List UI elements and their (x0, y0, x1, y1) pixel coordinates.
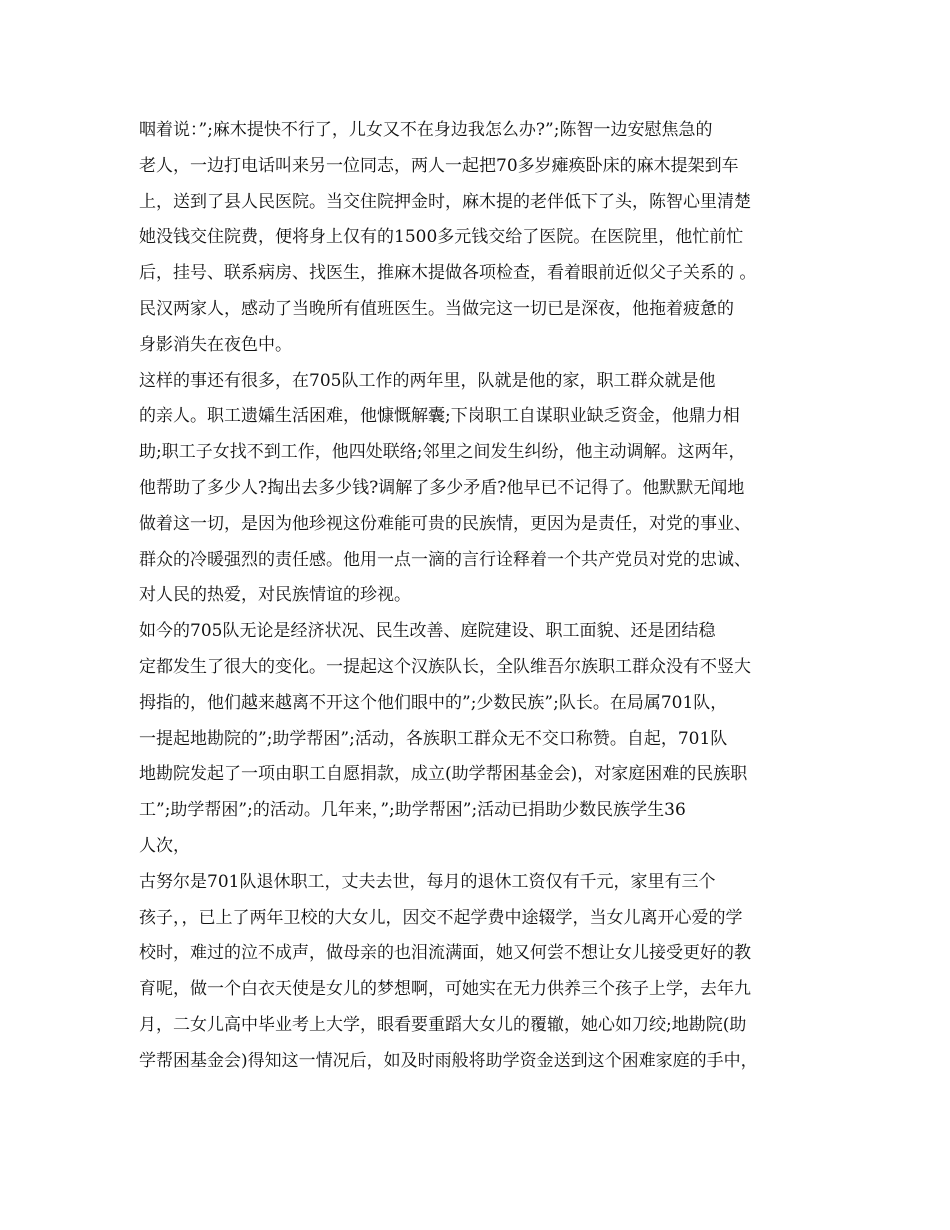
text-line: 对人民的热爱，对民族情谊的珍视。 (139, 585, 411, 606)
text-line: 做着这一切，是因为他珍视这份难能可贵的民族情，更因为是责任，对党的事业、 (139, 513, 751, 534)
text-line: 群众的冷暖强烈的责任感。他用一点一滴的言行诠释着一个共产党员对党的忠诚、 (139, 549, 751, 570)
text-line: 助;职工子女找不到工作，他四处联络;邻里之间发生纠纷，他主动调解。这两年， (139, 442, 746, 463)
body-text (139, 113, 819, 1080)
text-line: 如今的705队无论是经济状况、民生改善、庭院建设、职工面貌、还是团结稳 (139, 621, 716, 642)
text-line: 月，二女儿高中毕业考上大学，眼看要重蹈大女儿的覆辙，她心如刀绞;地勘院(助 (139, 1014, 747, 1035)
text-line: 民汉两家人，感动了当晚所有值班医生。当做完这一切已是深夜，他拖着疲惫的 (139, 298, 734, 319)
text-line: 她没钱交住院费，便将身上仅有的1500多元钱交给了医院。在医院里，他忙前忙 (139, 227, 744, 248)
text-line: 工”;助学帮困”;的活动。几年来，”;助学帮困”;活动已捐助少数民族学生36 (139, 800, 686, 821)
text-line: 他帮助了多少人?掏出去多少钱?调解了多少矛盾?他早已不记得了。他默默无闻地 (139, 477, 745, 498)
text-line: 拇指的，他们越来越离不开这个他们眼中的”;少数民族”;队长。在局属701队， (139, 692, 728, 713)
text-line: 这样的事还有很多，在705队工作的两年里，队就是他的家，职工群众就是他 (139, 370, 716, 391)
text-line: 人次， (139, 835, 190, 856)
text-line: 古努尔是701队退休职工，丈夫去世，每月的退休工资仅有千元，家里有三个 (139, 871, 716, 892)
text-line: 校时，难过的泣不成声，做母亲的也泪流满面，她又何尝不想让女儿接受更好的教 (139, 943, 751, 964)
text-line: 上，送到了县人民医院。当交住院押金时，麻木提的老伴低下了头，陈智心里清楚 (139, 191, 751, 212)
text-line: 定都发生了很大的变化。一提起这个汉族队长，全队维吾尔族职工群众没有不竖大 (139, 656, 751, 677)
text-line: 育呢，做一个白衣天使是女儿的梦想啊，可她实在无力供养三个孩子上学，去年九 (139, 979, 751, 1000)
text-line: 学帮困基金会)得知这一情况后，如及时雨般将助学资金送到这个困难家庭的手中， (139, 1050, 758, 1071)
text-line: 后，挂号、联系病房、找医生，推麻木提做各项检查，看着眼前近似父子关系的 。 (139, 263, 757, 284)
text-line: 的亲人。职工遗孀生活困难，他慷慨解囊;下岗职工自谋职业缺乏资金，他鼎力相 (139, 406, 740, 427)
text-line: 老人，一边打电话叫来另一位同志，两人一起把70多岁瘫痪卧床的麻木提架到车 (139, 155, 739, 176)
text-line: 一提起地勘院的”;助学帮困”;活动，各族职工群众无不交口称赞。自起，701队 (139, 728, 728, 749)
text-line: 地勘院发起了一项由职工自愿捐款，成立(助学帮困基金会)，对家庭困难的民族职 (139, 764, 748, 785)
text-line: 孩子，，已上了两年卫校的大女儿，因交不起学费中途辍学，当女儿离开心爱的学 (139, 907, 743, 928)
text-line: 身影消失在夜色中。 (139, 334, 292, 355)
text-line: 咽着说：”;麻木提快不行了，儿女又不在身边我怎么办?”;陈智一边安慰焦急的 (139, 120, 713, 140)
